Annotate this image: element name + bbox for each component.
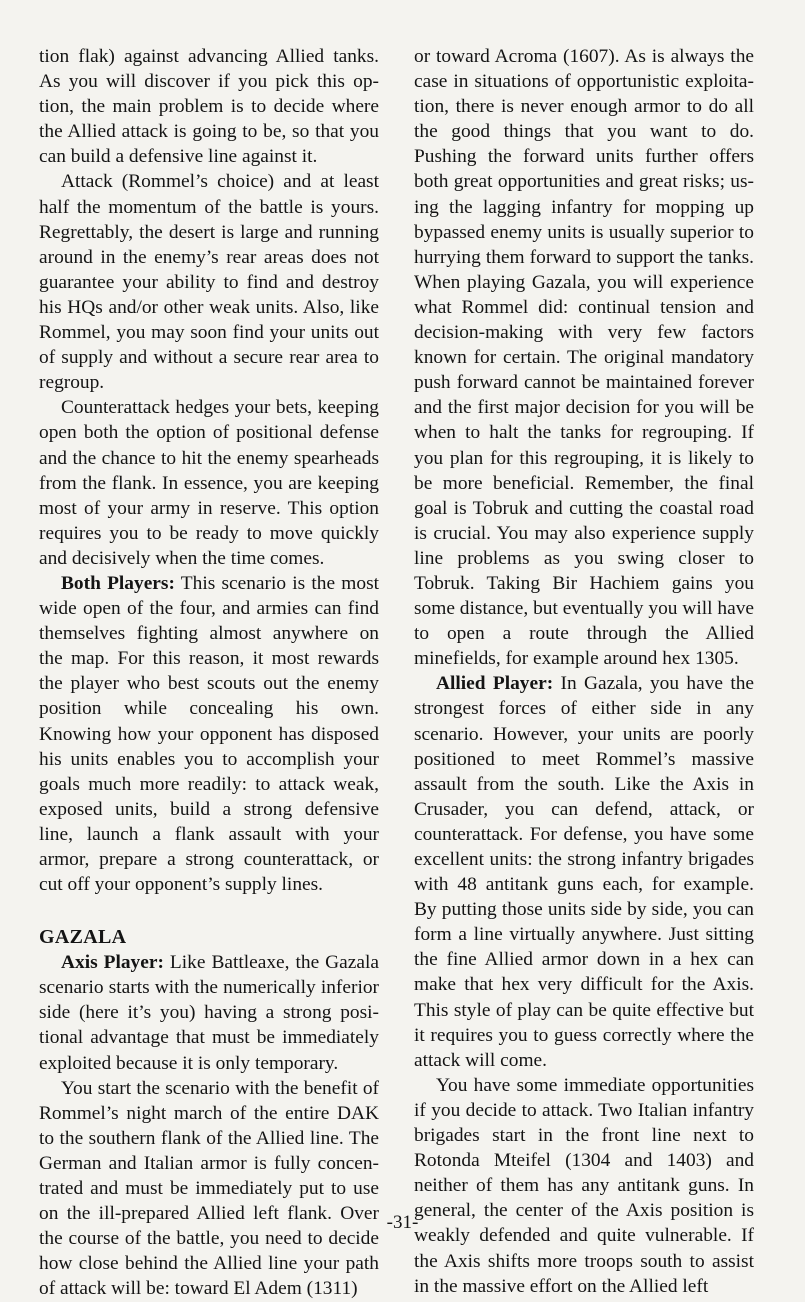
paragraph-text: Like Battleaxe, the Gazala scenario starts with the numerically inferior side (here it’s you) having a strong positional advantage that must be immediately exploited because it is only temporary.	[39, 952, 379, 1074]
paragraph: tion flak) against advancing Allied tanks. As you will discover if you pick this option, the main problem is to decide where the Allied attack is going to be, so that you can build a defensive line against it.	[39, 46, 379, 168]
paragraph: You have some immediate opportunities if you decide to attack. Two Italian infantry brigades start in the front line next to Rotonda Mteifel (1304 and 1403) and neither of them has any antitank guns. In general, the center of the Axis position is weakly defended and quite vulnerable. If the Axis shifts more troops south to assist in the massive effort on the Allied left	[414, 1074, 754, 1297]
paragraph: Counterattack hedges your bets, keeping open both the option of positional defense and the chance to hit the enemy spearheads from the flank. In essence, you are keeping most of your army in reserve. This option requires you to be ready to move quickly and decisively when the time comes.	[39, 397, 379, 569]
run-in-label: Allied Player:	[436, 673, 554, 695]
left-column	[39, 44, 379, 1302]
paragraph	[39, 571, 379, 897]
paragraph: or toward Acroma (1607). As is always the case in situations of opportunistic exploitation, there is never enough armor to do all the good things that you want to do. Pushing the forward units further offers both great opportunities and great risks; using the lagging infantry for mopping up bypassed enemy units is usually superior to hurrying them forward to support the tanks. When playing Gazala, you will experience what Rommel did: continual tension and decision-making with very few factors known for certain. The original mandatory push forward cannot be maintained forever and the first major decision for you will be when to halt the tanks for regrouping. If you plan for this regrouping, it is likely to be more beneficial. Remember, the final goal is Tobruk and cutting the coastal road is crucial. You may also experience supply line problems as you swing closer to Tobruk. Taking Bir Hachiem gains you some distance, but eventually you will have to open a route through the Allied minefields, for example around hex 1305.	[414, 46, 754, 670]
paragraph: Attack (Rommel’s choice) and at least half the momentum of the battle is yours. Regrettably, the desert is large and running around in the enemy’s rear areas does not guarantee your ability to find and destroy his HQs and/or other weak units. Also, like Rommel, you may soon find your units out of supply and without a secure rear area to regroup.	[39, 171, 379, 394]
paragraph: You start the scenario with the benefit of Rommel’s night march of the entire DAK to the southern flank of the Allied line. The German and Italian armor is fully concentrated and must be immediately put to use on the ill-prepared Allied left flank. Over the course of the battle, you need to decide how close behind the Allied line your path of attack will be: toward El Adem (1311)	[39, 1077, 379, 1300]
paragraph	[414, 671, 754, 1073]
section-heading: GAZALA	[39, 926, 127, 949]
right-column	[414, 44, 754, 1299]
page-number: -31-	[386, 1212, 419, 1233]
run-in-label: Both Players:	[61, 572, 175, 594]
paragraph-text: In Gazala, you have the strongest forces of either side in any scenario. However, your units are poorly positioned to meet Rommel’s massive assault from the south. Like the Axis in Crusader, you can defend, attack, or counterattack. For defense, you have some excellent units: the strong infantry brigades with 48 antitank guns each, for example. By putting those units side by side, you can form a line virtually anywhere. Just sitting the fine Allied armor down in a hex can make that hex very difficult for the Axis. This style of play can be quite effective but it requires you to guess correctly where the attack will come.	[414, 673, 755, 1071]
paragraph	[39, 950, 379, 1075]
run-in-label: Axis Player:	[61, 952, 164, 974]
paragraph-text: This scenario is the most wide open of the four, and armies can find themselves fighting almost anywhere on the map. For this reason, it most rewards the player who best scouts out the enemy position while concealing his own. Knowing how your opponent has disposed his units enables you to accomplish your goals much more readily: to attack weak, exposed units, build a strong defensive line, launch a flank assault with your armor, prepare a strong counterattack, or cut off your opponent’s supply lines.	[39, 572, 380, 896]
